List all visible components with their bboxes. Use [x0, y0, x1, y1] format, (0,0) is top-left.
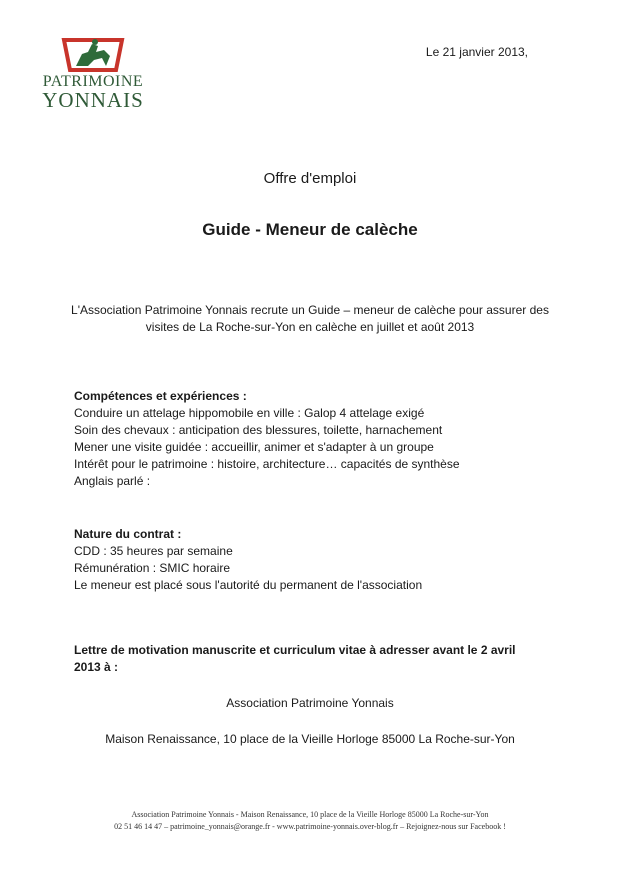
footer-line2: 02 51 46 14 47 – patrimoine_yonnais@orange.fr - www.patrimoine-yonnais.over-blog.fr – Rejoignez-nous sur Facebook ! — [114, 822, 506, 831]
skill-item: Anglais parlé : — [74, 474, 151, 488]
contract-item: CDD : 35 heures par semaine — [74, 544, 233, 558]
contract-section — [74, 526, 422, 594]
skill-item: Soin des chevaux : anticipation des blessures, toilette, harnachement — [74, 423, 443, 437]
contract-item: Le meneur est placé sous l'autorité du permanent de l'association — [74, 578, 423, 592]
skill-item: Mener une visite guidée : accueillir, animer et s'adapter à un groupe — [74, 440, 434, 454]
contract-heading: Nature du contrat : — [74, 527, 182, 541]
skill-item: Conduire un attelage hippomobile en ville : Galop 4 attelage exigé — [74, 406, 425, 420]
logo-text-line1: PATRIMOINE — [42, 73, 144, 90]
contract-item: Rémunération : SMIC horaire — [74, 561, 231, 575]
horse-rider-logo-icon — [58, 36, 128, 72]
letter-date: Le 21 janvier 2013, — [425, 45, 528, 59]
footer-line1: Association Patrimoine Yonnais - Maison Renaissance, 10 place de la Vieille Horloge 85000 La Roche-sur-Yon — [131, 810, 489, 819]
skill-item: Intérêt pour le patrimoine : histoire, architecture… capacités de synthèse — [74, 457, 460, 471]
address-street: Maison Renaissance, 10 place de la Vieille Horloge 85000 La Roche-sur-Yon — [105, 732, 515, 746]
address-name: Association Patrimoine Yonnais — [226, 696, 394, 710]
intro-paragraph: L'Association Patrimoine Yonnais recrute un Guide – meneur de calèche pour assurer des visites de La Roche-sur-Yon en calèche en juillet et août 2013 — [71, 303, 549, 334]
job-title: Guide - Meneur de calèche — [202, 220, 418, 239]
skills-section — [74, 388, 460, 490]
skills-heading: Compétences et expériences : — [74, 389, 247, 403]
footer — [0, 809, 620, 833]
offer-label: Offre d'emploi — [263, 170, 357, 187]
logo — [34, 36, 152, 110]
logo-text-line2: YONNAIS — [42, 88, 144, 112]
application-instructions: Lettre de motivation manuscrite et curriculum vitae à adresser avant le 2 avril 2013 à : — [74, 643, 516, 674]
